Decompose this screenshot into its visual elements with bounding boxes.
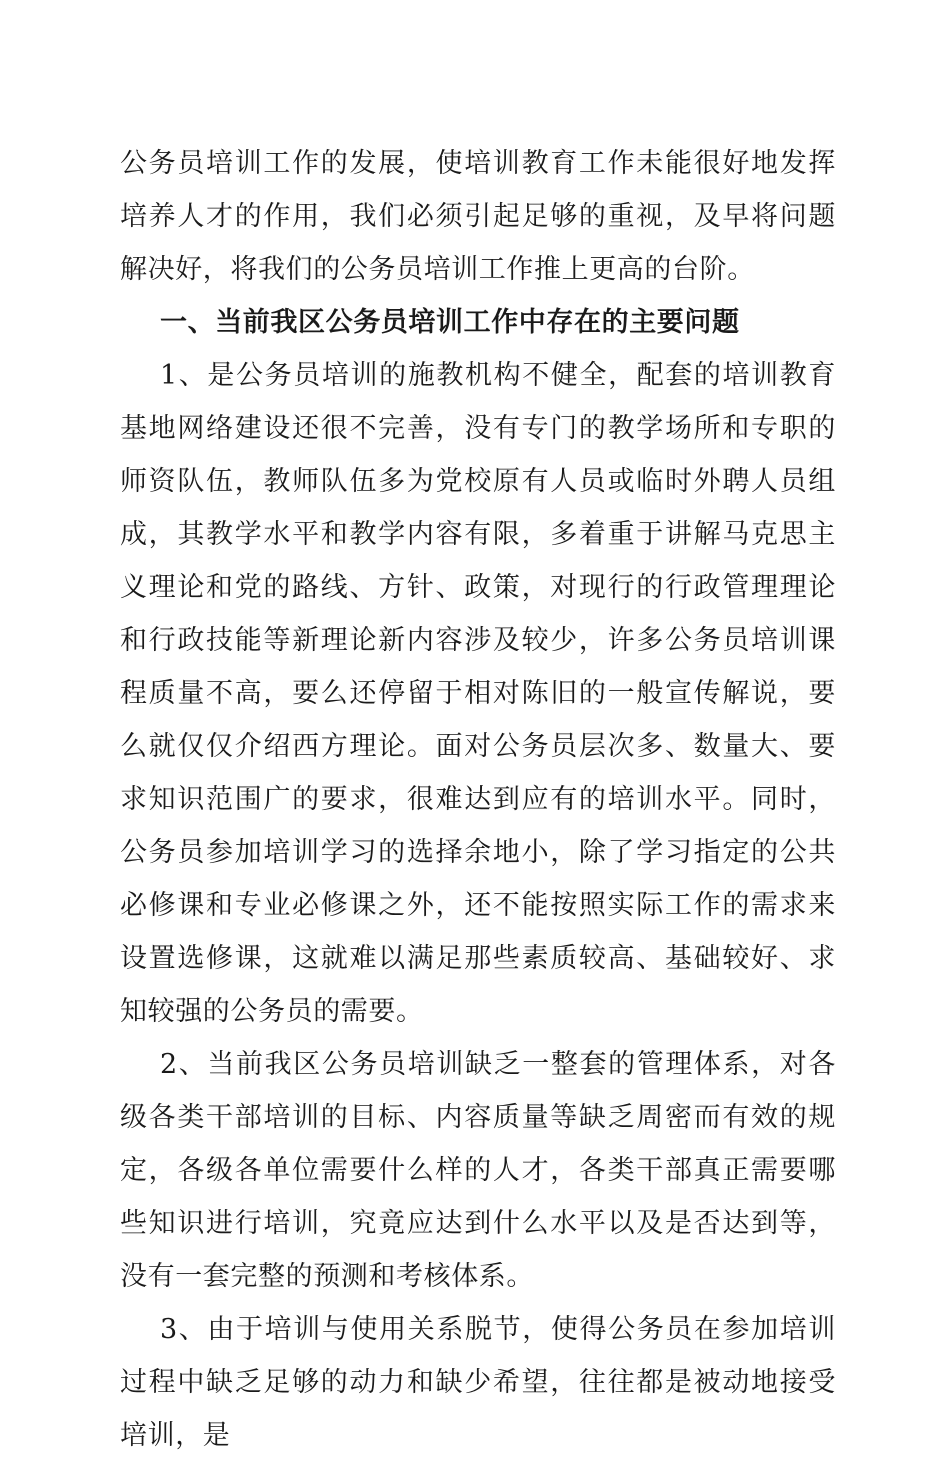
section-heading: 一、当前我区公务员培训工作中存在的主要问题 [160,307,740,338]
intro-paragraph: 公务员培训工作的发展，使培训教育工作未能很好地发挥培养人才的作用，我们必须引起足够的重视，及早将问题解决好，将我们的公务员培训工作推上更高的台阶。 [120,148,836,285]
paragraph-2: 2、当前我区公务员培训缺乏一整套的管理体系，对各级各类干部培训的目标、内容质量等缺乏周密而有效的规定，各级各单位需要什么样的人才，各类干部真正需要哪些知识进行培训，究竟应达到什么水平以及是否达到等，没有一套完整的预测和考核体系。 [120,1049,836,1292]
document-body [120,137,836,1462]
paragraph-3: 3、由于培训与使用关系脱节，使得公务员在参加培训过程中缺乏足够的动力和缺少希望，往往都是被动地接受培训，是 [120,1314,836,1451]
paragraph-1: 1、是公务员培训的施教机构不健全，配套的培训教育基地网络建设还很不完善，没有专门的教学场所和专职的师资队伍，教师队伍多为党校原有人员或临时外聘人员组成，其教学水平和教学内容有限，多着重于讲解马克思主义理论和党的路线、方针、政策，对现行的行政管理理论和行政技能等新理论新内容涉及较少，许多公务员培训课程质量不高，要么还停留于相对陈旧的一般宣传解说，要么就仅仅介绍西方理论。面对公务员层次多、数量大、要求知识范围广的要求，很难达到应有的培训水平。同时，公务员参加培训学习的选择余地小，除了学习指定的公共必修课和专业必修课之外，还不能按照实际工作的需求来设置选修课，这就难以满足那些素质较高、基础较好、求知较强的公务员的需要。 [120,360,836,1027]
